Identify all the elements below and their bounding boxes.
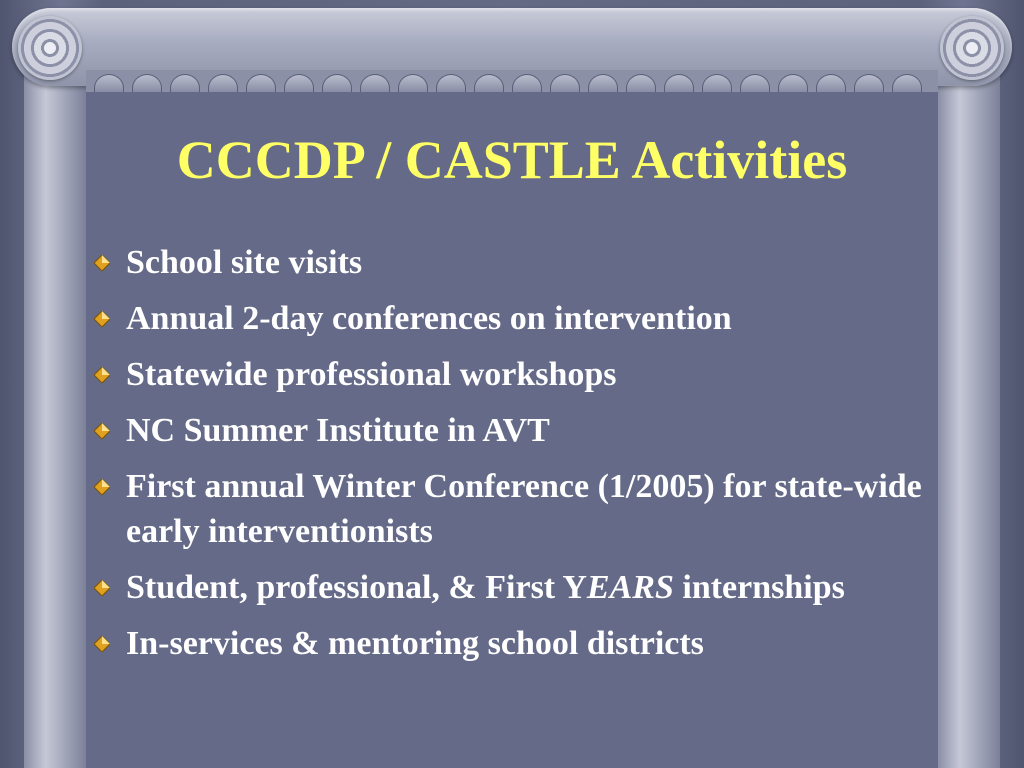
bullet-item	[94, 352, 944, 397]
diamond-bullet-icon	[94, 367, 110, 383]
diamond-bullet-icon	[94, 479, 110, 495]
bullet-item	[94, 296, 944, 341]
bullet-text: First annual Winter Conference (1/2005) for state-wide early interventionists	[126, 468, 922, 550]
bullet-text-part: Student, professional, & First Y	[126, 569, 587, 606]
diamond-bullet-icon	[94, 255, 110, 271]
diamond-bullet-icon	[94, 580, 110, 596]
bullet-item	[94, 240, 944, 285]
diamond-bullet-icon	[94, 311, 110, 327]
slide-title: CCCDP / CASTLE Activities	[176, 130, 848, 190]
bullet-text-italic: EARS	[586, 569, 674, 606]
bullet-item	[94, 408, 944, 453]
bullet-item	[94, 621, 944, 666]
right-volute-scroll-icon	[940, 16, 1004, 80]
diamond-bullet-icon	[94, 636, 110, 652]
bullet-text: School site visits	[126, 244, 363, 281]
bullet-text: Statewide professional workshops	[126, 356, 617, 393]
bullet-text: In-services & mentoring school districts	[126, 625, 704, 662]
bullet-text: Annual 2-day conferences on intervention	[126, 300, 732, 337]
diamond-bullet-icon	[94, 423, 110, 439]
bullet-text-part: internships	[673, 569, 845, 606]
bullet-item	[94, 464, 944, 554]
bullet-list	[94, 240, 944, 677]
egg-and-dart-band	[86, 70, 938, 92]
left-volute-scroll-icon	[18, 16, 82, 80]
bullet-item	[94, 565, 944, 610]
bullet-text: NC Summer Institute in AVT	[126, 412, 550, 449]
